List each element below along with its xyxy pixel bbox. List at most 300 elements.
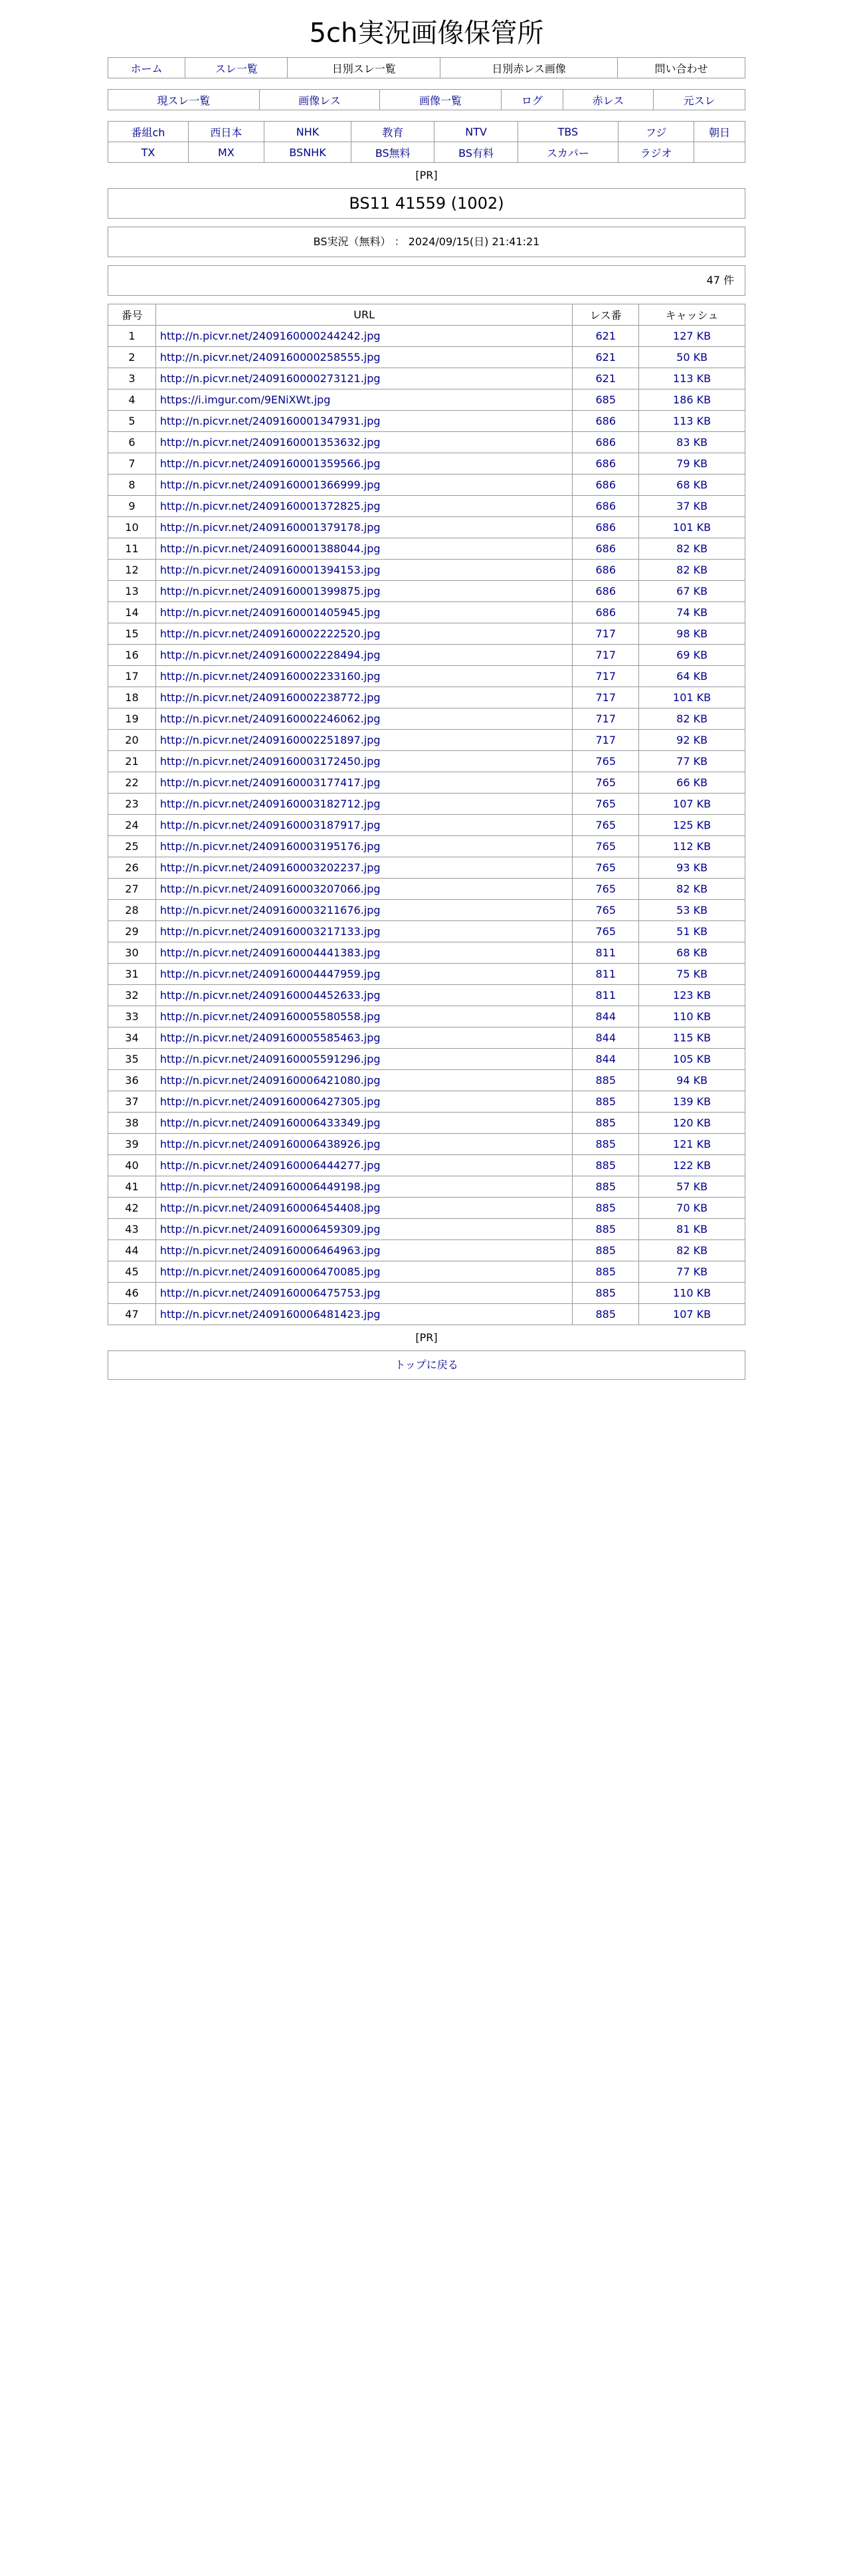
row-res-number-link[interactable]: 885: [595, 1287, 616, 1299]
row-url-cell[interactable]: [155, 368, 572, 389]
row-url-link[interactable]: http://n.picvr.net/2409160006470085.jpg: [159, 1265, 381, 1278]
row-cache-link[interactable]: 82 KB: [676, 712, 708, 725]
row-url-cell[interactable]: [155, 666, 572, 687]
row-cache-cell[interactable]: [639, 879, 745, 900]
channel-tbs[interactable]: [518, 122, 618, 142]
row-cache-link[interactable]: 94 KB: [676, 1074, 708, 1087]
row-res-number-cell[interactable]: [573, 389, 639, 411]
channel-link[interactable]: MX: [218, 146, 235, 159]
row-url-cell[interactable]: [155, 1261, 572, 1283]
back-to-top-link[interactable]: トップに戻る: [395, 1358, 458, 1371]
row-url-link[interactable]: http://n.picvr.net/2409160006421080.jpg: [159, 1074, 381, 1087]
row-res-number-cell[interactable]: [573, 1240, 639, 1261]
row-cache-cell[interactable]: [639, 1240, 745, 1261]
row-cache-cell[interactable]: [639, 347, 745, 368]
row-cache-cell[interactable]: [639, 602, 745, 623]
row-res-number-cell[interactable]: [573, 326, 639, 347]
row-res-number-cell[interactable]: [573, 453, 639, 475]
row-res-number-link[interactable]: 686: [595, 521, 616, 534]
channel-link[interactable]: スカパー: [546, 146, 589, 160]
row-res-number-cell[interactable]: [573, 496, 639, 517]
row-res-number-link[interactable]: 844: [595, 1010, 616, 1023]
row-url-link[interactable]: http://n.picvr.net/2409160003187917.jpg: [159, 819, 381, 831]
nav-home-link[interactable]: ホーム: [130, 62, 163, 75]
row-url-link[interactable]: http://n.picvr.net/2409160002228494.jpg: [159, 649, 381, 661]
row-res-number-cell[interactable]: [573, 1134, 639, 1155]
row-cache-link[interactable]: 53 KB: [676, 904, 708, 916]
row-res-number-link[interactable]: 717: [595, 670, 616, 683]
row-cache-link[interactable]: 107 KB: [673, 1308, 711, 1321]
row-url-cell[interactable]: [155, 751, 572, 772]
row-url-link[interactable]: http://n.picvr.net/2409160001394153.jpg: [159, 564, 381, 576]
row-url-link[interactable]: http://n.picvr.net/2409160003177417.jpg: [159, 776, 381, 789]
row-cache-cell[interactable]: [639, 942, 745, 964]
row-cache-cell[interactable]: [639, 964, 745, 985]
row-cache-link[interactable]: 70 KB: [676, 1202, 708, 1214]
row-url-link[interactable]: http://n.picvr.net/2409160006427305.jpg: [159, 1095, 381, 1108]
row-cache-link[interactable]: 93 KB: [676, 861, 708, 874]
row-cache-cell[interactable]: [639, 900, 745, 921]
row-cache-link[interactable]: 122 KB: [673, 1159, 711, 1172]
row-cache-link[interactable]: 98 KB: [676, 627, 708, 640]
row-cache-link[interactable]: 77 KB: [676, 755, 708, 768]
row-cache-cell[interactable]: [639, 496, 745, 517]
row-cache-cell[interactable]: [639, 1261, 745, 1283]
row-cache-cell[interactable]: [639, 326, 745, 347]
channel-bangumi[interactable]: [108, 122, 189, 142]
row-res-number-cell[interactable]: [573, 942, 639, 964]
row-res-number-link[interactable]: 686: [595, 457, 616, 470]
channel-asahi[interactable]: [694, 122, 745, 142]
row-url-link[interactable]: http://n.picvr.net/2409160006433349.jpg: [159, 1117, 381, 1129]
row-res-number-link[interactable]: 885: [595, 1159, 616, 1172]
row-res-number-link[interactable]: 765: [595, 819, 616, 831]
row-res-number-cell[interactable]: [573, 538, 639, 560]
row-cache-link[interactable]: 67 KB: [676, 585, 708, 597]
row-url-cell[interactable]: [155, 772, 572, 794]
row-res-number-cell[interactable]: [573, 560, 639, 581]
row-cache-link[interactable]: 112 KB: [673, 840, 711, 853]
row-url-link[interactable]: http://n.picvr.net/2409160003207066.jpg: [159, 883, 381, 895]
row-url-link[interactable]: http://n.picvr.net/2409160006449198.jpg: [159, 1180, 381, 1193]
row-url-cell[interactable]: [155, 1113, 572, 1134]
row-res-number-cell[interactable]: [573, 857, 639, 879]
row-cache-link[interactable]: 101 KB: [673, 691, 711, 704]
channel-link[interactable]: ラジオ: [640, 146, 672, 160]
channel-link[interactable]: 番組ch: [131, 126, 165, 139]
row-cache-link[interactable]: 101 KB: [673, 521, 711, 534]
row-cache-cell[interactable]: [639, 921, 745, 942]
channel-tx[interactable]: [108, 142, 189, 163]
row-url-cell[interactable]: [155, 326, 572, 347]
row-res-number-cell[interactable]: [573, 1091, 639, 1113]
row-url-link[interactable]: http://n.picvr.net/2409160006444277.jpg: [159, 1159, 381, 1172]
row-url-link[interactable]: http://n.picvr.net/2409160006464963.jpg: [159, 1244, 381, 1257]
row-url-cell[interactable]: [155, 708, 572, 730]
row-res-number-link[interactable]: 621: [595, 372, 616, 385]
row-url-cell[interactable]: [155, 687, 572, 708]
row-cache-cell[interactable]: [639, 645, 745, 666]
row-cache-cell[interactable]: [639, 857, 745, 879]
row-res-number-link[interactable]: 765: [595, 861, 616, 874]
row-url-link[interactable]: http://n.picvr.net/2409160006438926.jpg: [159, 1138, 381, 1150]
row-url-link[interactable]: http://n.picvr.net/2409160003202237.jpg: [159, 861, 381, 874]
channel-link[interactable]: NHK: [296, 125, 320, 138]
row-url-cell[interactable]: [155, 1027, 572, 1049]
row-url-link[interactable]: http://n.picvr.net/2409160004447959.jpg: [159, 968, 381, 980]
row-url-link[interactable]: http://n.picvr.net/2409160001359566.jpg: [159, 457, 381, 470]
row-res-number-link[interactable]: 765: [595, 755, 616, 768]
row-url-cell[interactable]: [155, 1240, 572, 1261]
row-cache-cell[interactable]: [639, 1219, 745, 1240]
row-res-number-link[interactable]: 765: [595, 925, 616, 938]
row-res-number-link[interactable]: 621: [595, 330, 616, 342]
row-res-number-cell[interactable]: [573, 1113, 639, 1134]
row-url-cell[interactable]: [155, 1134, 572, 1155]
row-cache-link[interactable]: 92 KB: [676, 734, 708, 746]
row-url-link[interactable]: http://n.picvr.net/2409160001405945.jpg: [159, 606, 381, 619]
row-res-number-cell[interactable]: [573, 666, 639, 687]
row-url-link[interactable]: http://n.picvr.net/2409160006454408.jpg: [159, 1202, 381, 1214]
row-url-cell[interactable]: [155, 857, 572, 879]
row-res-number-cell[interactable]: [573, 645, 639, 666]
row-url-cell[interactable]: [155, 964, 572, 985]
row-cache-link[interactable]: 75 KB: [676, 968, 708, 980]
row-cache-cell[interactable]: [639, 517, 745, 538]
row-res-number-link[interactable]: 686: [595, 585, 616, 597]
row-cache-cell[interactable]: [639, 751, 745, 772]
nav-red-res[interactable]: [563, 90, 653, 110]
row-url-cell[interactable]: [155, 475, 572, 496]
row-cache-cell[interactable]: [639, 1198, 745, 1219]
row-url-cell[interactable]: [155, 560, 572, 581]
row-cache-cell[interactable]: [639, 368, 745, 389]
row-cache-cell[interactable]: [639, 1070, 745, 1091]
row-cache-link[interactable]: 51 KB: [676, 925, 708, 938]
channel-radio[interactable]: [618, 142, 694, 163]
row-cache-link[interactable]: 113 KB: [673, 372, 711, 385]
nav-thread-list[interactable]: [185, 58, 288, 78]
row-url-link[interactable]: http://n.picvr.net/2409160006459309.jpg: [159, 1223, 381, 1235]
row-res-number-cell[interactable]: [573, 1261, 639, 1283]
nav-image-list-link[interactable]: 画像一覧: [419, 94, 462, 107]
back-to-top[interactable]: [108, 1350, 745, 1380]
row-url-link[interactable]: http://n.picvr.net/2409160001366999.jpg: [159, 479, 381, 491]
row-res-number-cell[interactable]: [573, 708, 639, 730]
row-cache-link[interactable]: 120 KB: [673, 1117, 711, 1129]
row-url-cell[interactable]: [155, 1006, 572, 1027]
row-res-number-cell[interactable]: [573, 815, 639, 836]
row-res-number-link[interactable]: 885: [595, 1138, 616, 1150]
row-cache-link[interactable]: 127 KB: [673, 330, 711, 342]
row-url-link[interactable]: http://n.picvr.net/2409160004452633.jpg: [159, 989, 381, 1002]
row-res-number-cell[interactable]: [573, 1219, 639, 1240]
row-url-link[interactable]: http://n.picvr.net/2409160001353632.jpg: [159, 436, 381, 449]
row-res-number-cell[interactable]: [573, 772, 639, 794]
row-cache-link[interactable]: 77 KB: [676, 1265, 708, 1278]
row-url-link[interactable]: http://n.picvr.net/2409160000258555.jpg: [159, 351, 381, 364]
row-cache-cell[interactable]: [639, 730, 745, 751]
row-url-link[interactable]: http://n.picvr.net/2409160001347931.jpg: [159, 415, 381, 427]
row-cache-link[interactable]: 107 KB: [673, 798, 711, 810]
row-res-number-link[interactable]: 885: [595, 1244, 616, 1257]
row-res-number-cell[interactable]: [573, 1027, 639, 1049]
row-cache-cell[interactable]: [639, 1304, 745, 1325]
row-cache-cell[interactable]: [639, 666, 745, 687]
row-res-number-cell[interactable]: [573, 1155, 639, 1176]
row-url-cell[interactable]: [155, 496, 572, 517]
row-cache-cell[interactable]: [639, 453, 745, 475]
row-url-link[interactable]: http://n.picvr.net/2409160004441383.jpg: [159, 946, 381, 959]
nav-current-threads[interactable]: [108, 90, 260, 110]
row-url-link[interactable]: http://n.picvr.net/2409160005591296.jpg: [159, 1053, 381, 1065]
nav-original-thread-link[interactable]: 元スレ: [683, 94, 715, 107]
row-res-number-cell[interactable]: [573, 581, 639, 602]
row-cache-cell[interactable]: [639, 389, 745, 411]
row-res-number-link[interactable]: 765: [595, 776, 616, 789]
nav-image-res[interactable]: [259, 90, 379, 110]
row-res-number-link[interactable]: 621: [595, 351, 616, 364]
row-res-number-cell[interactable]: [573, 432, 639, 453]
row-url-link[interactable]: http://n.picvr.net/2409160003182712.jpg: [159, 798, 381, 810]
row-res-number-link[interactable]: 765: [595, 840, 616, 853]
row-res-number-cell[interactable]: [573, 1198, 639, 1219]
row-res-number-link[interactable]: 885: [595, 1223, 616, 1235]
row-cache-link[interactable]: 79 KB: [676, 457, 708, 470]
row-url-cell[interactable]: [155, 1091, 572, 1113]
row-url-cell[interactable]: [155, 1155, 572, 1176]
row-res-number-link[interactable]: 686: [595, 415, 616, 427]
row-res-number-link[interactable]: 844: [595, 1031, 616, 1044]
row-res-number-cell[interactable]: [573, 347, 639, 368]
row-url-link[interactable]: http://n.picvr.net/2409160002238772.jpg: [159, 691, 381, 704]
row-res-number-cell[interactable]: [573, 836, 639, 857]
channel-bs-free[interactable]: [351, 142, 434, 163]
row-cache-link[interactable]: 68 KB: [676, 479, 708, 491]
row-url-link[interactable]: http://n.picvr.net/2409160001399875.jpg: [159, 585, 381, 597]
row-res-number-link[interactable]: 717: [595, 649, 616, 661]
row-url-link[interactable]: http://n.picvr.net/2409160002246062.jpg: [159, 712, 381, 725]
row-res-number-cell[interactable]: [573, 1006, 639, 1027]
row-res-number-link[interactable]: 885: [595, 1180, 616, 1193]
row-res-number-link[interactable]: 686: [595, 606, 616, 619]
row-res-number-link[interactable]: 686: [595, 500, 616, 512]
row-url-cell[interactable]: [155, 985, 572, 1006]
channel-link[interactable]: BS有料: [458, 146, 494, 160]
channel-fuji[interactable]: [618, 122, 694, 142]
row-res-number-cell[interactable]: [573, 517, 639, 538]
row-cache-link[interactable]: 68 KB: [676, 946, 708, 959]
row-res-number-cell[interactable]: [573, 475, 639, 496]
channel-link[interactable]: フジ: [645, 126, 667, 139]
nav-image-res-link[interactable]: 画像レス: [298, 94, 341, 107]
row-url-cell[interactable]: [155, 347, 572, 368]
nav-red-res-link[interactable]: 赤レス: [592, 94, 624, 107]
row-cache-link[interactable]: 125 KB: [673, 819, 711, 831]
channel-link[interactable]: NTV: [465, 125, 487, 138]
row-res-number-link[interactable]: 686: [595, 564, 616, 576]
row-url-cell[interactable]: [155, 942, 572, 964]
channel-nishinihon[interactable]: [188, 122, 264, 142]
row-url-link[interactable]: http://n.picvr.net/2409160001388044.jpg: [159, 542, 381, 555]
row-cache-link[interactable]: 113 KB: [673, 415, 711, 427]
channel-bs-paid[interactable]: [434, 142, 518, 163]
row-cache-cell[interactable]: [639, 1113, 745, 1134]
nav-home[interactable]: [108, 58, 185, 78]
row-url-link[interactable]: http://n.picvr.net/2409160006481423.jpg: [159, 1308, 381, 1321]
row-url-link[interactable]: http://n.picvr.net/2409160002222520.jpg: [159, 627, 381, 640]
row-res-number-cell[interactable]: [573, 964, 639, 985]
row-cache-cell[interactable]: [639, 1134, 745, 1155]
row-url-cell[interactable]: [155, 794, 572, 815]
row-res-number-cell[interactable]: [573, 751, 639, 772]
row-res-number-cell[interactable]: [573, 623, 639, 645]
row-cache-cell[interactable]: [639, 1006, 745, 1027]
row-url-cell[interactable]: [155, 1283, 572, 1304]
row-url-cell[interactable]: [155, 1049, 572, 1070]
channel-kyoiku[interactable]: [351, 122, 434, 142]
row-res-number-link[interactable]: 717: [595, 627, 616, 640]
row-url-cell[interactable]: [155, 581, 572, 602]
channel-nhk[interactable]: [264, 122, 351, 142]
row-cache-cell[interactable]: [639, 581, 745, 602]
row-res-number-link[interactable]: 885: [595, 1095, 616, 1108]
nav-current-threads-link[interactable]: 現スレ一覧: [157, 94, 211, 107]
row-url-link[interactable]: http://n.picvr.net/2409160000273121.jpg: [159, 372, 381, 385]
row-url-link[interactable]: https://i.imgur.com/9ENiXWt.jpg: [159, 393, 331, 406]
row-res-number-cell[interactable]: [573, 602, 639, 623]
row-url-cell[interactable]: [155, 815, 572, 836]
channel-link[interactable]: 教育: [382, 126, 404, 139]
row-url-cell[interactable]: [155, 602, 572, 623]
row-cache-cell[interactable]: [639, 708, 745, 730]
row-url-cell[interactable]: [155, 1219, 572, 1240]
row-cache-cell[interactable]: [639, 411, 745, 432]
nav-log[interactable]: [501, 90, 563, 110]
row-url-cell[interactable]: [155, 836, 572, 857]
row-cache-link[interactable]: 82 KB: [676, 883, 708, 895]
row-url-link[interactable]: http://n.picvr.net/2409160000244242.jpg: [159, 330, 381, 342]
nav-original-thread[interactable]: [654, 90, 745, 110]
row-res-number-link[interactable]: 811: [595, 968, 616, 980]
row-res-number-link[interactable]: 686: [595, 479, 616, 491]
row-cache-cell[interactable]: [639, 432, 745, 453]
row-res-number-cell[interactable]: [573, 730, 639, 751]
row-cache-link[interactable]: 82 KB: [676, 564, 708, 576]
row-res-number-cell[interactable]: [573, 368, 639, 389]
row-cache-cell[interactable]: [639, 1176, 745, 1198]
row-cache-link[interactable]: 105 KB: [673, 1053, 711, 1065]
row-url-cell[interactable]: [155, 411, 572, 432]
row-cache-link[interactable]: 110 KB: [673, 1287, 711, 1299]
row-res-number-cell[interactable]: [573, 985, 639, 1006]
row-cache-cell[interactable]: [639, 1027, 745, 1049]
nav-log-link[interactable]: ログ: [521, 94, 543, 107]
row-res-number-link[interactable]: 717: [595, 712, 616, 725]
row-url-link[interactable]: http://n.picvr.net/2409160006475753.jpg: [159, 1287, 381, 1299]
row-res-number-link[interactable]: 885: [595, 1265, 616, 1278]
row-url-link[interactable]: http://n.picvr.net/2409160003217133.jpg: [159, 925, 381, 938]
row-cache-link[interactable]: 82 KB: [676, 1244, 708, 1257]
row-cache-cell[interactable]: [639, 985, 745, 1006]
row-cache-cell[interactable]: [639, 1091, 745, 1113]
row-res-number-link[interactable]: 844: [595, 1053, 616, 1065]
row-url-cell[interactable]: [155, 1070, 572, 1091]
row-res-number-link[interactable]: 885: [595, 1202, 616, 1214]
row-url-link[interactable]: http://n.picvr.net/2409160005580558.jpg: [159, 1010, 381, 1023]
row-url-link[interactable]: http://n.picvr.net/2409160005585463.jpg: [159, 1031, 381, 1044]
row-cache-link[interactable]: 186 KB: [673, 393, 711, 406]
row-url-link[interactable]: http://n.picvr.net/2409160003195176.jpg: [159, 840, 381, 853]
row-res-number-link[interactable]: 811: [595, 946, 616, 959]
row-cache-link[interactable]: 83 KB: [676, 436, 708, 449]
row-cache-cell[interactable]: [639, 815, 745, 836]
row-url-cell[interactable]: [155, 645, 572, 666]
row-res-number-cell[interactable]: [573, 921, 639, 942]
row-url-cell[interactable]: [155, 389, 572, 411]
row-cache-cell[interactable]: [639, 1049, 745, 1070]
nav-thread-list-link[interactable]: スレ一覧: [215, 62, 258, 75]
row-cache-link[interactable]: 74 KB: [676, 606, 708, 619]
row-url-link[interactable]: http://n.picvr.net/2409160003172450.jpg: [159, 755, 381, 768]
row-res-number-link[interactable]: 765: [595, 798, 616, 810]
row-cache-cell[interactable]: [639, 836, 745, 857]
row-url-link[interactable]: http://n.picvr.net/2409160002233160.jpg: [159, 670, 381, 683]
channel-link[interactable]: 朝日: [709, 126, 731, 139]
row-cache-link[interactable]: 123 KB: [673, 989, 711, 1002]
channel-link[interactable]: 西日本: [210, 126, 242, 139]
row-url-cell[interactable]: [155, 730, 572, 751]
row-res-number-link[interactable]: 885: [595, 1308, 616, 1321]
row-res-number-link[interactable]: 717: [595, 734, 616, 746]
row-cache-cell[interactable]: [639, 623, 745, 645]
row-res-number-link[interactable]: 686: [595, 436, 616, 449]
row-url-cell[interactable]: [155, 1304, 572, 1325]
row-res-number-link[interactable]: 765: [595, 904, 616, 916]
row-url-link[interactable]: http://n.picvr.net/2409160001379178.jpg: [159, 521, 381, 534]
row-url-cell[interactable]: [155, 879, 572, 900]
row-cache-cell[interactable]: [639, 560, 745, 581]
row-url-cell[interactable]: [155, 623, 572, 645]
row-url-link[interactable]: http://n.picvr.net/2409160001372825.jpg: [159, 500, 381, 512]
row-res-number-cell[interactable]: [573, 687, 639, 708]
row-res-number-link[interactable]: 885: [595, 1117, 616, 1129]
row-res-number-cell[interactable]: [573, 1070, 639, 1091]
channel-bsnhk[interactable]: [264, 142, 351, 163]
row-cache-cell[interactable]: [639, 1155, 745, 1176]
row-url-cell[interactable]: [155, 517, 572, 538]
row-res-number-link[interactable]: 686: [595, 542, 616, 555]
row-cache-cell[interactable]: [639, 794, 745, 815]
row-url-cell[interactable]: [155, 921, 572, 942]
channel-link[interactable]: BS無料: [375, 146, 411, 160]
row-cache-link[interactable]: 81 KB: [676, 1223, 708, 1235]
row-cache-link[interactable]: 121 KB: [673, 1138, 711, 1150]
row-cache-link[interactable]: 66 KB: [676, 776, 708, 789]
row-url-link[interactable]: http://n.picvr.net/2409160002251897.jpg: [159, 734, 381, 746]
row-cache-cell[interactable]: [639, 1283, 745, 1304]
row-cache-link[interactable]: 50 KB: [676, 351, 708, 364]
row-url-link[interactable]: http://n.picvr.net/2409160003211676.jpg: [159, 904, 381, 916]
row-res-number-link[interactable]: 685: [595, 393, 616, 406]
row-url-cell[interactable]: [155, 1198, 572, 1219]
row-res-number-cell[interactable]: [573, 1283, 639, 1304]
row-cache-link[interactable]: 82 KB: [676, 542, 708, 555]
row-cache-link[interactable]: 139 KB: [673, 1095, 711, 1108]
row-cache-link[interactable]: 115 KB: [673, 1031, 711, 1044]
row-res-number-link[interactable]: 765: [595, 883, 616, 895]
nav-image-list[interactable]: [380, 90, 502, 110]
